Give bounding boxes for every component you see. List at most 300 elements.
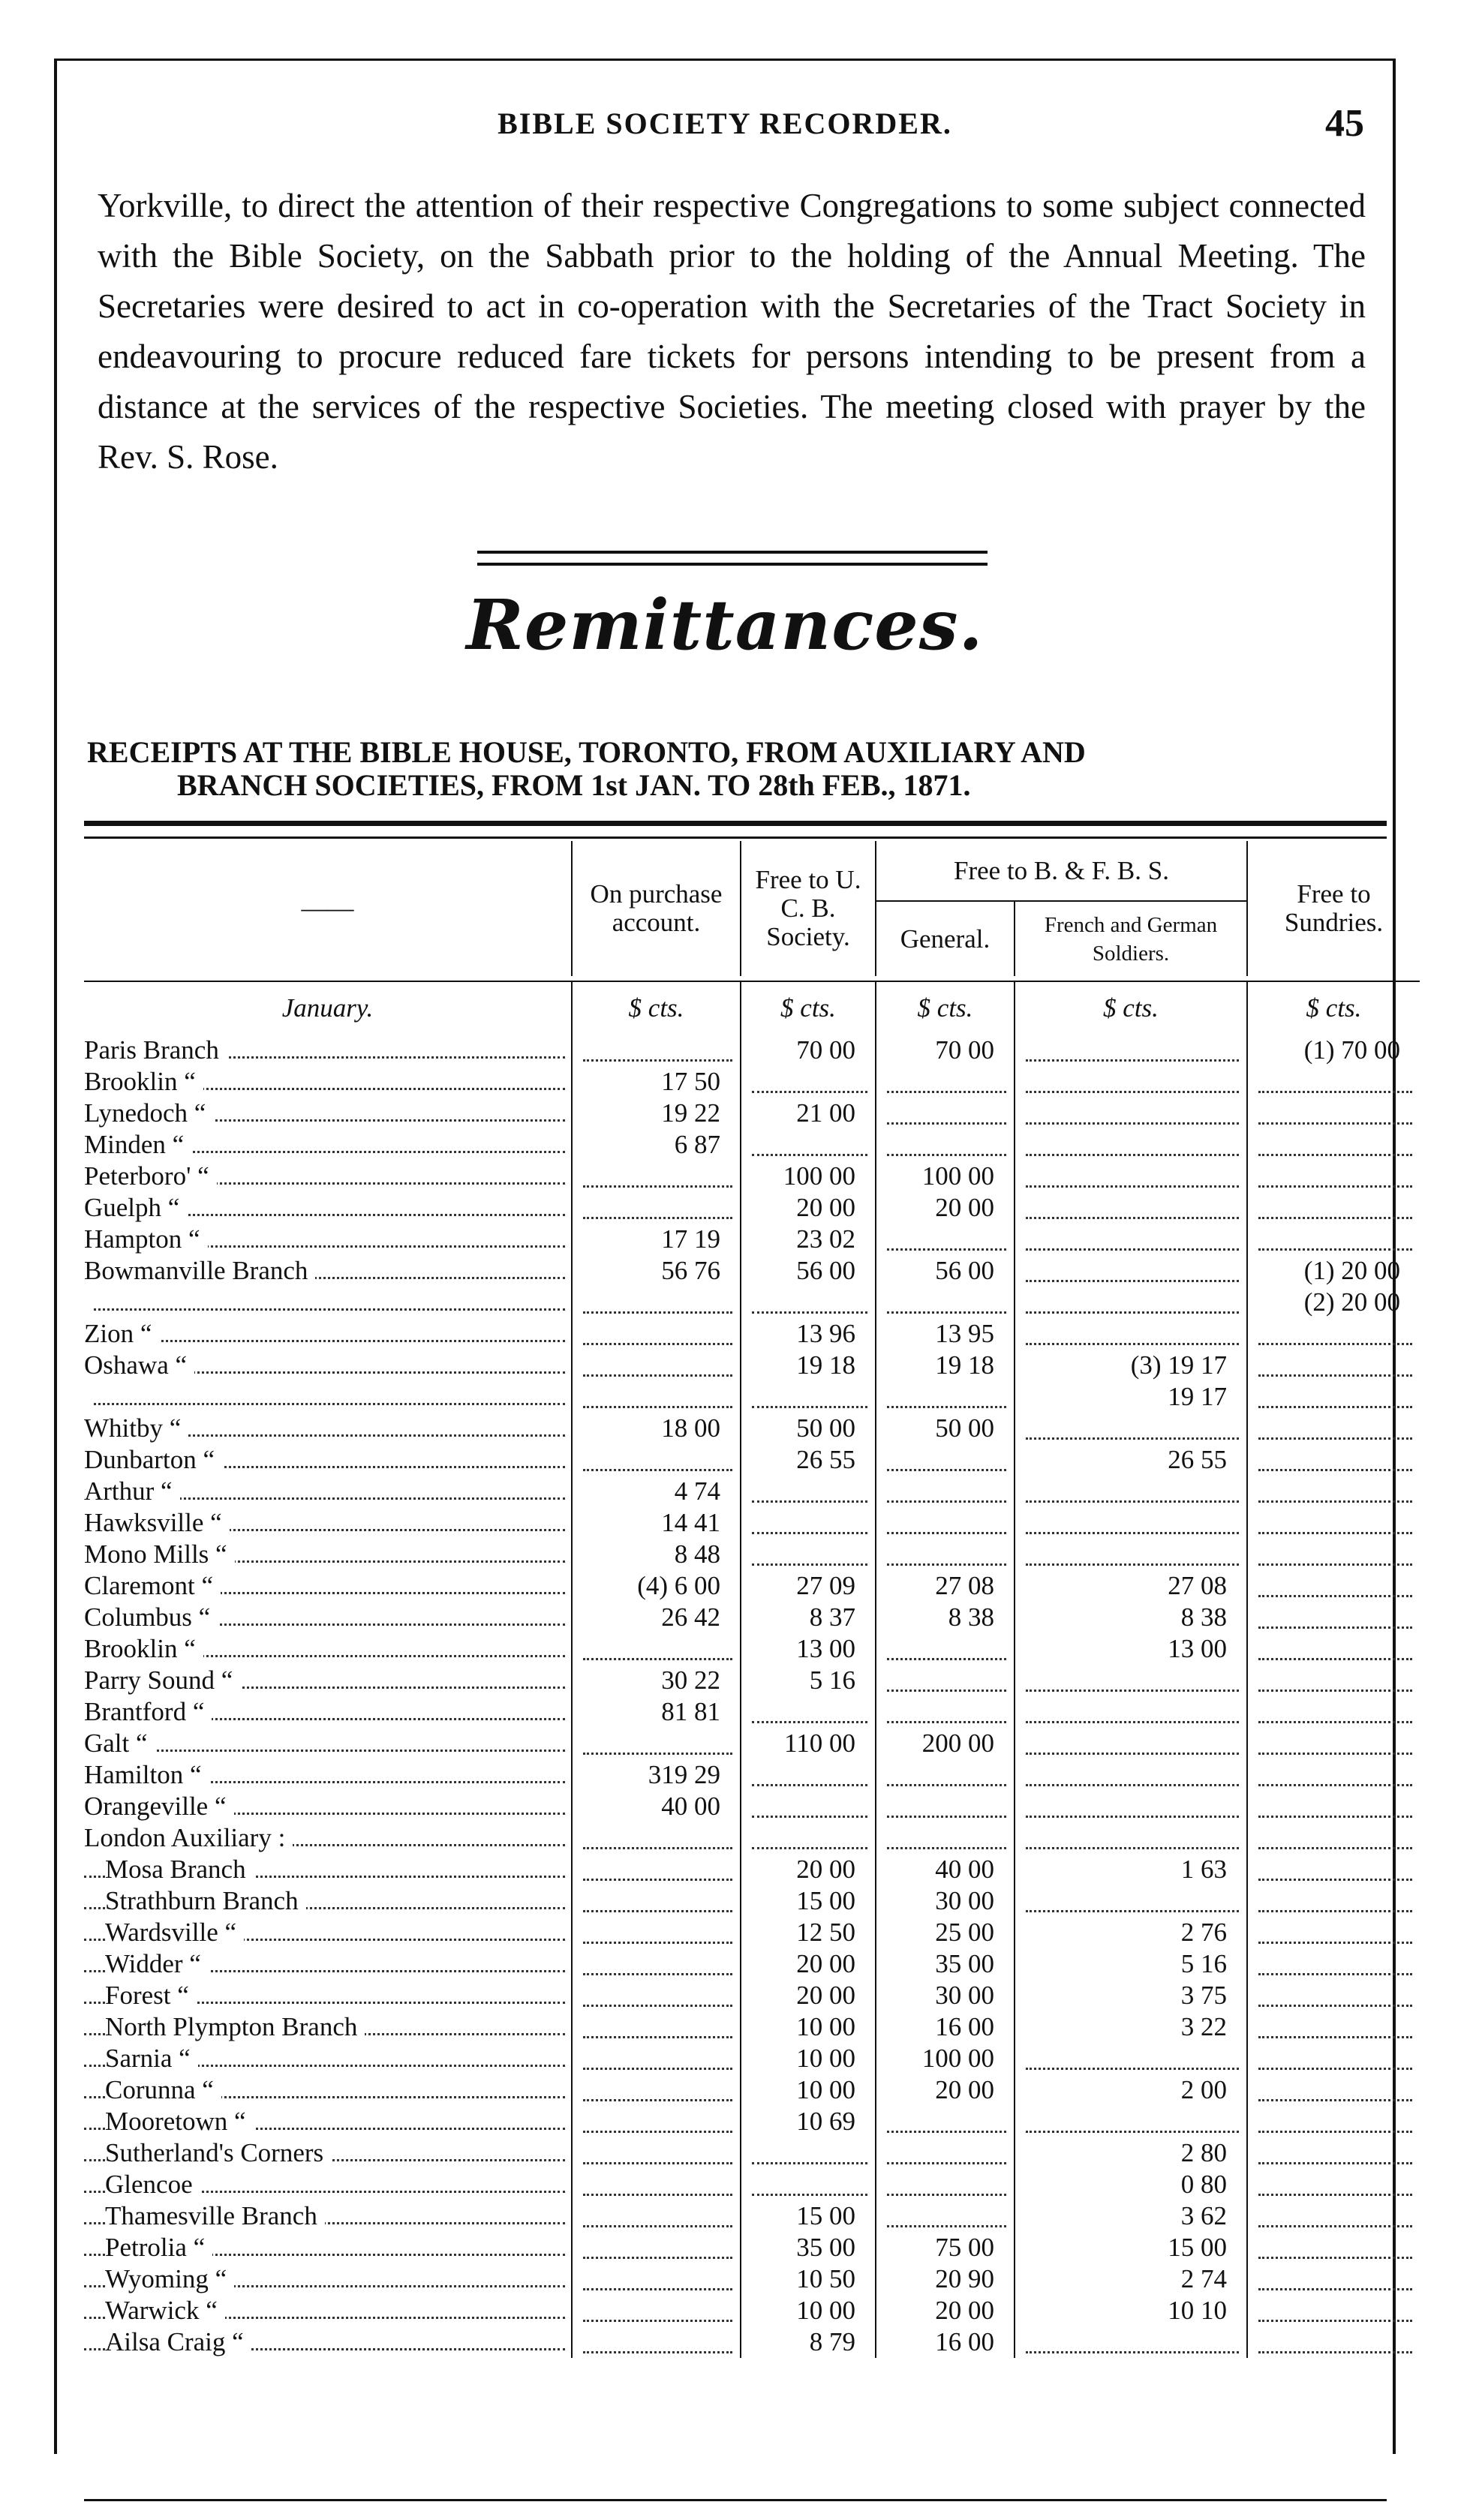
amount-purchase: 14 41 (572, 1507, 741, 1539)
amount-purchase (572, 1287, 741, 1318)
amount-ucb (741, 1759, 876, 1791)
header-purchase: On purchase account. (572, 841, 741, 976)
station-name (84, 1854, 572, 1885)
table-body (84, 981, 1420, 2358)
amount-sundries (1247, 2232, 1420, 2263)
amount-ucb (741, 1129, 876, 1161)
station-name-text (84, 1382, 92, 1411)
amount-ucb (741, 1476, 876, 1507)
station-name-text: Hamilton “ (84, 1760, 209, 1789)
amount-soldiers (1015, 1129, 1247, 1161)
table-row (84, 1224, 1420, 1255)
amount-general (876, 2106, 1015, 2137)
table-row (84, 1602, 1420, 1633)
amount-ucb (741, 2137, 876, 2169)
table-row (84, 1822, 1420, 1854)
station-name (84, 1665, 572, 1696)
amount-ucb: 110 00 (741, 1728, 876, 1759)
amount-general: 75 00 (876, 2232, 1015, 2263)
amount-soldiers (1015, 1822, 1247, 1854)
amount-soldiers (1015, 1791, 1247, 1822)
amount-soldiers: 1 63 (1015, 1854, 1247, 1885)
amount-sundries (1247, 1318, 1420, 1350)
unit-sundries: $ cts. (1247, 981, 1420, 1035)
amount-soldiers (1015, 1224, 1247, 1255)
amount-general: 56 00 (876, 1255, 1015, 1287)
table-row (84, 2074, 1420, 2106)
amount-general (876, 1665, 1015, 1696)
amount-soldiers: 27 08 (1015, 1570, 1247, 1602)
table-row (84, 1854, 1420, 1885)
station-name-text: Bowmanville Branch (84, 1256, 315, 1285)
amount-ucb: 20 00 (741, 1948, 876, 1980)
amount-ucb: 13 96 (741, 1318, 876, 1350)
amount-general: 20 00 (876, 2295, 1015, 2326)
station-name (84, 1570, 572, 1602)
header-general: General. (876, 901, 1015, 976)
station-name (84, 1633, 572, 1665)
header-ucb: Free to U. C. B. Society. (741, 841, 876, 976)
amount-ucb (741, 2169, 876, 2200)
amount-sundries (1247, 1665, 1420, 1696)
amount-general (876, 1507, 1015, 1539)
station-name-text: Oshawa “ (84, 1350, 194, 1380)
station-name (84, 2106, 572, 2137)
amount-general (876, 1476, 1015, 1507)
station-name-text: Peterboro' “ (84, 1161, 217, 1191)
amount-soldiers (1015, 1413, 1247, 1444)
caption-line-2: BRANCH SOCIETIES, FROM 1st JAN. TO 28th FEB., 1871. (177, 768, 971, 802)
station-name-text: Wardsville “ (105, 1918, 244, 1947)
amount-soldiers (1015, 1728, 1247, 1759)
amount-ucb: 26 55 (741, 1444, 876, 1476)
amount-general (876, 2137, 1015, 2169)
amount-soldiers (1015, 1035, 1247, 1066)
table-row (84, 1161, 1420, 1192)
amount-ucb: 15 00 (741, 1885, 876, 1917)
month-label: January. (281, 993, 374, 1023)
station-name (84, 1602, 572, 1633)
amount-sundries (1247, 1444, 1420, 1476)
amount-sundries (1247, 1633, 1420, 1665)
amount-soldiers: 3 75 (1015, 1980, 1247, 2011)
table-row (84, 1917, 1420, 1948)
amount-purchase (572, 2263, 741, 2295)
amount-ucb: 19 18 (741, 1350, 876, 1381)
amount-soldiers (1015, 1192, 1247, 1224)
amount-soldiers (1015, 1255, 1247, 1287)
amount-soldiers (1015, 1759, 1247, 1791)
amount-sundries (1247, 1539, 1420, 1570)
table-row (84, 1066, 1420, 1098)
amount-general (876, 1633, 1015, 1665)
amount-sundries: (2) 20 00 (1247, 1287, 1420, 1318)
station-name-text: Columbus “ (84, 1602, 218, 1632)
station-name-text: Arthur “ (84, 1476, 180, 1506)
station-name (84, 1035, 572, 1066)
station-name (84, 1791, 572, 1822)
amount-soldiers (1015, 1476, 1247, 1507)
amount-general: 20 00 (876, 1192, 1015, 1224)
amount-ucb: 10 00 (741, 2295, 876, 2326)
bottom-rule (84, 2499, 1387, 2501)
table-row (84, 1633, 1420, 1665)
station-name-text: Wyoming “ (105, 2264, 234, 2293)
amount-purchase: 4 74 (572, 1476, 741, 1507)
amount-sundries (1247, 1161, 1420, 1192)
station-name-text: Hampton “ (84, 1224, 208, 1254)
amount-ucb (741, 1539, 876, 1570)
amount-general: 30 00 (876, 1980, 1015, 2011)
amount-general (876, 1287, 1015, 1318)
amount-soldiers: 10 10 (1015, 2295, 1247, 2326)
amount-sundries (1247, 1854, 1420, 1885)
header-sundries: Free to Sundries. (1247, 841, 1420, 976)
station-name (84, 1255, 572, 1287)
section-title: Remittances. (466, 584, 984, 665)
amount-ucb (741, 1696, 876, 1728)
station-name (84, 2043, 572, 2074)
amount-sundries (1247, 1192, 1420, 1224)
amount-general: 40 00 (876, 1854, 1015, 1885)
amount-ucb: 10 69 (741, 2106, 876, 2137)
amount-ucb: 8 79 (741, 2326, 876, 2358)
station-name-text: Minden “ (84, 1130, 191, 1159)
amount-purchase (572, 1444, 741, 1476)
table-row (84, 2326, 1420, 2358)
station-name-text: London Auxiliary : (84, 1823, 293, 1852)
station-name (84, 1350, 572, 1381)
station-name-text: Brantford “ (84, 1697, 212, 1726)
station-name (84, 2169, 572, 2200)
amount-soldiers (1015, 2043, 1247, 2074)
amount-soldiers (1015, 1696, 1247, 1728)
table-row (84, 1570, 1420, 1602)
amount-purchase (572, 1161, 741, 1192)
station-name (84, 1507, 572, 1539)
amount-general (876, 1098, 1015, 1129)
amount-ucb: 21 00 (741, 1098, 876, 1129)
amount-general: 8 38 (876, 1602, 1015, 1633)
station-name-text: Zion “ (84, 1319, 159, 1348)
amount-purchase (572, 1980, 741, 2011)
amount-sundries (1247, 2263, 1420, 2295)
station-name (84, 2295, 572, 2326)
amount-general (876, 1696, 1015, 1728)
amount-soldiers: 3 62 (1015, 2200, 1247, 2232)
table-row (84, 2043, 1420, 2074)
amount-ucb: 56 00 (741, 1255, 876, 1287)
running-title: BIBLE SOCIETY RECORDER. (498, 107, 952, 140)
unit-ucb: $ cts. (741, 981, 876, 1035)
amount-soldiers (1015, 2326, 1247, 2358)
table-row (84, 1539, 1420, 1570)
amount-sundries (1247, 2137, 1420, 2169)
amount-purchase (572, 2043, 741, 2074)
station-name (84, 2200, 572, 2232)
station-name (84, 1413, 572, 1444)
amount-ucb: 13 00 (741, 1633, 876, 1665)
amount-ucb (741, 1507, 876, 1539)
station-name (84, 1822, 572, 1854)
amount-soldiers (1015, 1885, 1247, 1917)
intro-paragraph: Yorkville, to direct the attention of their respective Congregations to some subject connected with the Bible Society, on the Sabbath prior to the holding of the Annual Meeting. The Secretaries were desired to act in co-operation with the Secretaries of the Tract Society in endeavouring to procure reduced fare tickets for persons intending to be present from a distance at the services of the respective Societies. The meeting closed with prayer by the Rev. S. Rose. (98, 187, 1366, 476)
amount-ucb (741, 1822, 876, 1854)
amount-purchase: 40 00 (572, 1791, 741, 1822)
amount-general (876, 2169, 1015, 2200)
station-name (84, 1728, 572, 1759)
amount-sundries (1247, 2106, 1420, 2137)
station-name (84, 1318, 572, 1350)
table-row (84, 2263, 1420, 2295)
table-row (84, 1948, 1420, 1980)
amount-soldiers (1015, 1066, 1247, 1098)
amount-general: 35 00 (876, 1948, 1015, 1980)
amount-soldiers: 2 00 (1015, 2074, 1247, 2106)
station-name (84, 1381, 572, 1413)
amount-sundries: (1) 70 00 (1247, 1035, 1420, 1066)
amount-general: 30 00 (876, 1885, 1015, 1917)
station-name (84, 1129, 572, 1161)
amount-purchase: 81 81 (572, 1696, 741, 1728)
amount-general (876, 1759, 1015, 1791)
amount-general: 100 00 (876, 1161, 1015, 1192)
amount-purchase: 56 76 (572, 1255, 741, 1287)
station-name (84, 2011, 572, 2043)
station-name (84, 2074, 572, 2106)
amount-purchase (572, 2011, 741, 2043)
amount-general (876, 1381, 1015, 1413)
header-bfbs: Free to B. & F. B. S. (876, 841, 1247, 901)
double-rule (477, 551, 988, 566)
station-name (84, 1161, 572, 1192)
station-name-text: Sutherland's Corners (105, 2138, 331, 2167)
table-row (84, 1129, 1420, 1161)
station-name-text: Thamesville Branch (105, 2201, 325, 2230)
amount-soldiers: (3) 19 17 (1015, 1350, 1247, 1381)
amount-soldiers (1015, 1665, 1247, 1696)
amount-ucb: 10 50 (741, 2263, 876, 2295)
amount-purchase (572, 2326, 741, 2358)
amount-purchase (572, 1350, 741, 1381)
table-row (84, 1885, 1420, 1917)
amount-ucb: 12 50 (741, 1917, 876, 1948)
station-name (84, 2137, 572, 2169)
station-name-text: Parry Sound “ (84, 1665, 240, 1695)
amount-sundries (1247, 1948, 1420, 1980)
table-row (84, 1381, 1420, 1413)
station-name (84, 1885, 572, 1917)
amount-purchase: 319 29 (572, 1759, 741, 1791)
station-name-text: Whitby “ (84, 1413, 188, 1443)
amount-soldiers (1015, 1287, 1247, 1318)
station-name (84, 1192, 572, 1224)
amount-general (876, 1066, 1015, 1098)
amount-general: 27 08 (876, 1570, 1015, 1602)
amount-sundries (1247, 1980, 1420, 2011)
station-name-text: Lynedoch “ (84, 1098, 213, 1128)
table-row (84, 1665, 1420, 1696)
amount-soldiers: 26 55 (1015, 1444, 1247, 1476)
table-row (84, 1476, 1420, 1507)
table-row (84, 1759, 1420, 1791)
station-name-text: Sarnia “ (105, 2044, 198, 2073)
amount-general (876, 1224, 1015, 1255)
amount-purchase: 18 00 (572, 1413, 741, 1444)
amount-soldiers (1015, 1539, 1247, 1570)
amount-ucb: 10 00 (741, 2074, 876, 2106)
amount-general (876, 1539, 1015, 1570)
header-blank: —— (301, 894, 354, 923)
amount-sundries (1247, 1822, 1420, 1854)
amount-sundries (1247, 1759, 1420, 1791)
amount-sundries (1247, 1224, 1420, 1255)
station-name-text: Galt “ (84, 1729, 155, 1758)
amount-purchase: 17 19 (572, 1224, 741, 1255)
amount-soldiers: 0 80 (1015, 2169, 1247, 2200)
station-name (84, 1476, 572, 1507)
amount-soldiers (1015, 1098, 1247, 1129)
station-name (84, 1696, 572, 1728)
amount-purchase (572, 1192, 741, 1224)
station-name (84, 1980, 572, 2011)
station-name-text: Petrolia “ (105, 2233, 212, 2262)
amount-general: 200 00 (876, 1728, 1015, 1759)
amount-ucb (741, 1287, 876, 1318)
amount-sundries (1247, 1098, 1420, 1129)
table-row (84, 2137, 1420, 2169)
station-name-text: Corunna “ (105, 2075, 221, 2104)
station-name-text: North Plympton Branch (105, 2012, 365, 2041)
amount-ucb: 10 00 (741, 2011, 876, 2043)
amount-soldiers: 2 80 (1015, 2137, 1247, 2169)
table-row (84, 1255, 1420, 1287)
amount-soldiers: 2 76 (1015, 1917, 1247, 1948)
amount-ucb (741, 1791, 876, 1822)
amount-purchase: 19 22 (572, 1098, 741, 1129)
amount-ucb: 27 09 (741, 1570, 876, 1602)
amount-ucb: 20 00 (741, 1854, 876, 1885)
amount-soldiers: 8 38 (1015, 1602, 1247, 1633)
table-row (84, 1696, 1420, 1728)
station-name-text: Strathburn Branch (105, 1886, 306, 1915)
amount-sundries (1247, 1381, 1420, 1413)
amount-sundries (1247, 2326, 1420, 2358)
amount-purchase (572, 2074, 741, 2106)
header-soldiers: French and German Soldiers. (1015, 901, 1247, 976)
amount-sundries (1247, 1066, 1420, 1098)
amount-general (876, 1129, 1015, 1161)
amount-general: 16 00 (876, 2011, 1015, 2043)
amount-sundries: (1) 20 00 (1247, 1255, 1420, 1287)
amount-purchase (572, 2232, 741, 2263)
unit-purchase: $ cts. (572, 981, 741, 1035)
amount-purchase (572, 1822, 741, 1854)
amount-sundries (1247, 2074, 1420, 2106)
amount-ucb: 5 16 (741, 1665, 876, 1696)
table-row (84, 2232, 1420, 2263)
station-name-text: Brooklin “ (84, 1634, 203, 1663)
station-name-text: Mooretown “ (105, 2107, 254, 2136)
table-row (84, 1287, 1420, 1318)
amount-ucb: 15 00 (741, 2200, 876, 2232)
amount-soldiers: 2 74 (1015, 2263, 1247, 2295)
amount-sundries (1247, 1507, 1420, 1539)
station-name (84, 2326, 572, 2358)
station-name (84, 2232, 572, 2263)
amount-soldiers (1015, 1161, 1247, 1192)
amount-general: 20 00 (876, 2074, 1015, 2106)
station-name-text: Hawksville “ (84, 1508, 230, 1537)
amount-general: 25 00 (876, 1917, 1015, 1948)
caption-line-1: RECEIPTS AT THE BIBLE HOUSE, TORONTO, FROM AUXILIARY AND (87, 735, 1086, 769)
station-name-text: Paris Branch (84, 1035, 227, 1065)
station-name-text: Orangeville “ (84, 1792, 234, 1821)
table-caption (87, 736, 1385, 802)
station-name-text: Glencoe (105, 2170, 200, 2199)
table-row (84, 2169, 1420, 2200)
amount-ucb: 23 02 (741, 1224, 876, 1255)
station-name-text: Widder “ (105, 1949, 209, 1978)
amount-general: 13 95 (876, 1318, 1015, 1350)
amount-sundries (1247, 2200, 1420, 2232)
table-row (84, 2295, 1420, 2326)
amount-sundries (1247, 1570, 1420, 1602)
amount-general: 16 00 (876, 2326, 1015, 2358)
amount-purchase: 6 87 (572, 1129, 741, 1161)
amount-sundries (1247, 2011, 1420, 2043)
amount-general (876, 2200, 1015, 2232)
table-row (84, 1728, 1420, 1759)
amount-general (876, 1444, 1015, 1476)
amount-soldiers: 13 00 (1015, 1633, 1247, 1665)
table-row (84, 2011, 1420, 2043)
amount-purchase: 17 50 (572, 1066, 741, 1098)
amount-soldiers: 5 16 (1015, 1948, 1247, 1980)
amount-sundries (1247, 2169, 1420, 2200)
amount-ucb: 8 37 (741, 1602, 876, 1633)
amount-sundries (1247, 1602, 1420, 1633)
station-name-text: Ailsa Craig “ (105, 2327, 251, 2356)
amount-purchase (572, 1035, 741, 1066)
amount-soldiers: 19 17 (1015, 1381, 1247, 1413)
station-name-text: Warwick “ (105, 2296, 225, 2325)
amount-sundries (1247, 1413, 1420, 1444)
amount-sundries (1247, 1917, 1420, 1948)
station-name-text: Mono Mills “ (84, 1539, 235, 1569)
amount-general (876, 1822, 1015, 1854)
amount-ucb: 20 00 (741, 1192, 876, 1224)
amount-purchase (572, 1854, 741, 1885)
table-row (84, 1350, 1420, 1381)
amount-ucb: 50 00 (741, 1413, 876, 1444)
amount-general: 19 18 (876, 1350, 1015, 1381)
station-name-text: Forest “ (105, 1981, 197, 2010)
amount-purchase (572, 2200, 741, 2232)
station-name-text: Mosa Branch (105, 1855, 254, 1884)
amount-general: 50 00 (876, 1413, 1015, 1444)
amount-purchase: 8 48 (572, 1539, 741, 1570)
station-name (84, 1287, 572, 1318)
table-row (84, 1980, 1420, 2011)
amount-ucb: 35 00 (741, 2232, 876, 2263)
table-row (84, 1318, 1420, 1350)
station-name (84, 1539, 572, 1570)
amount-sundries (1247, 1728, 1420, 1759)
table-top-rule (84, 821, 1387, 839)
station-name (84, 1098, 572, 1129)
amount-ucb (741, 1066, 876, 1098)
